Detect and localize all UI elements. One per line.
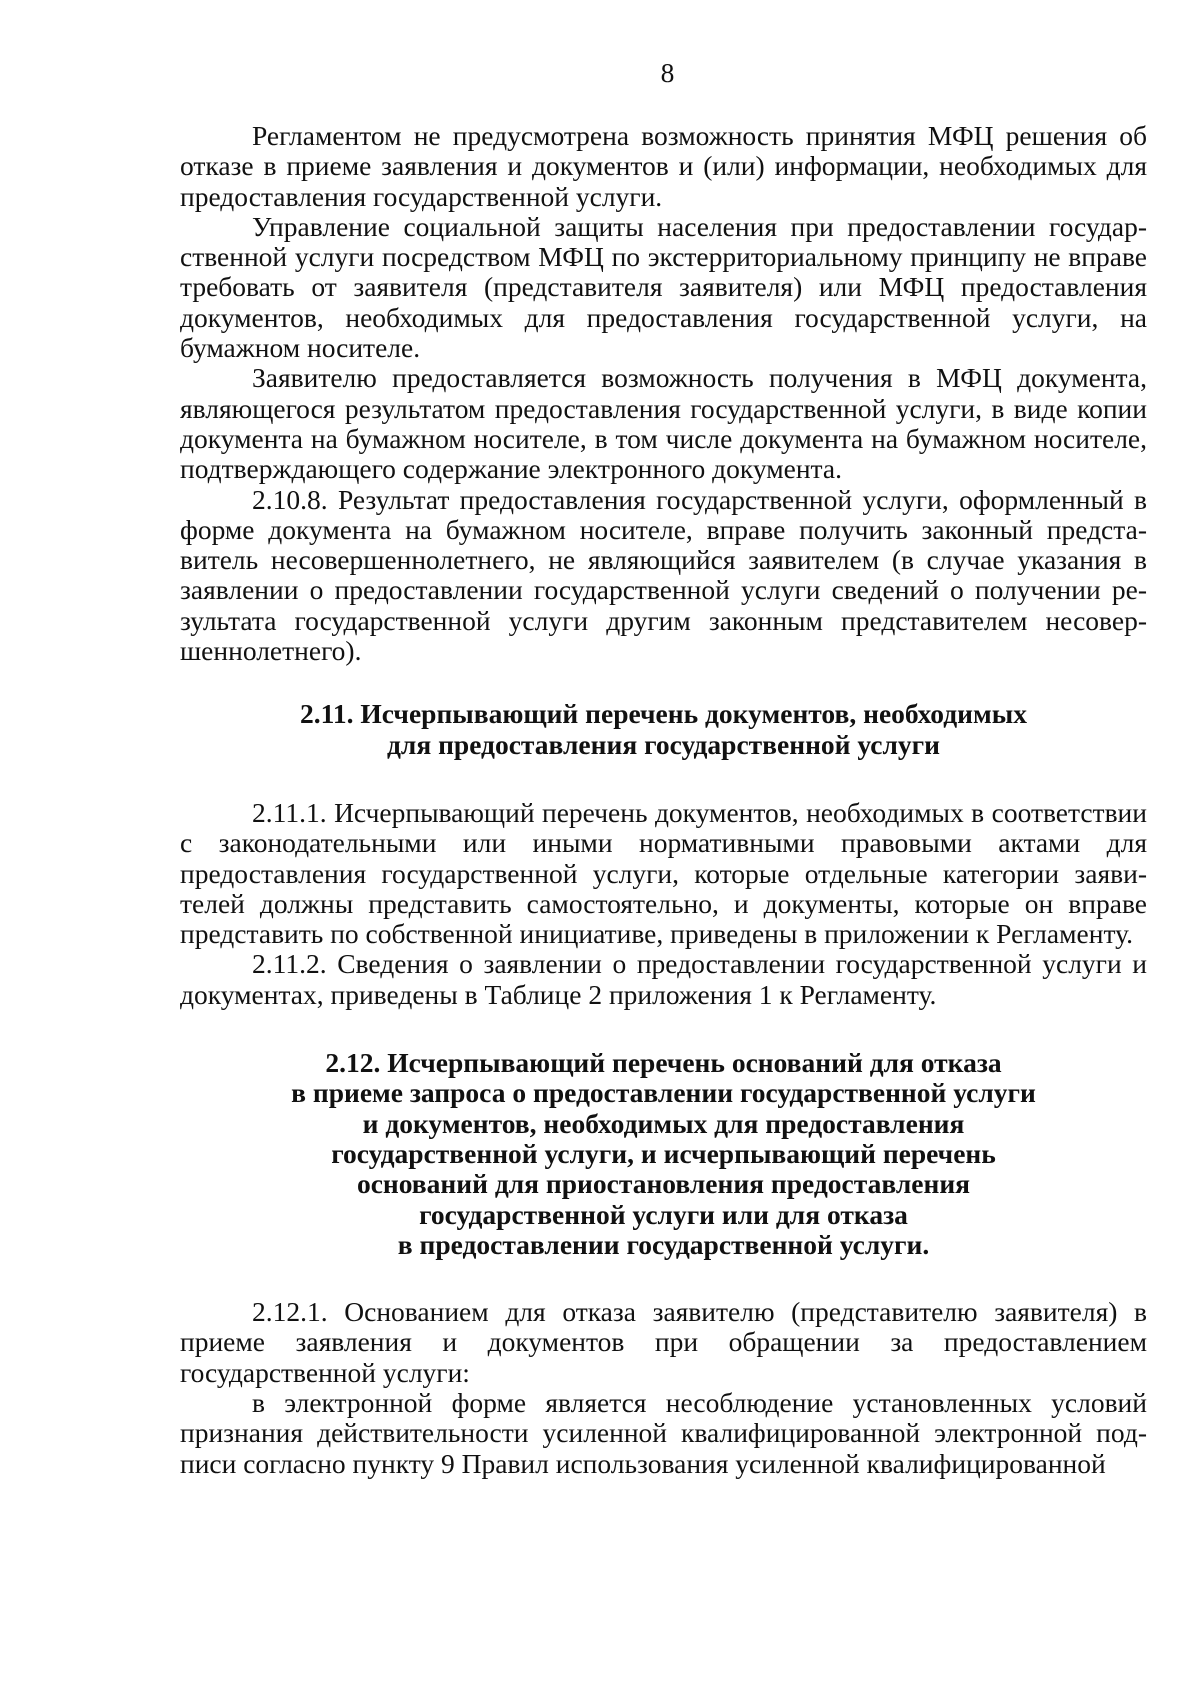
page-number: 8: [660, 57, 675, 88]
paragraph-electronic-form: в электронной форме является несоблюдение установленных условий признания действительности усиленной квалифицированной электронной подписи согласно пункту 9 Правил использования усиленной квалифицированной: [180, 1386, 1147, 1479]
heading-line: и документов, необходимых для предоставления: [362, 1107, 965, 1139]
document-page: [180, 58, 1147, 1479]
paragraph-extraterritorial: Управление социальной защиты населения при предоставлении государственной услуги посредством МФЦ по экстерриториальному принципу не вправе требовать от заявителя (представителя заявителя) или МФЦ предоставления документов, необходимых для предоставления государственной услуги, на бумажном носителе.: [180, 210, 1147, 364]
heading-line: 2.12. Исчерпывающий перечень оснований для отказа: [325, 1047, 1002, 1079]
section-heading-2-11: [180, 699, 1147, 760]
paragraph-paper-copy: Заявителю предоставляется возможность получения в МФЦ документа, являющегося результатом предоставления государственной услуги, в виде копии документа на бумажном носителе, в том числе документа на бумажном носителе, подтверждающего содержание электронного документа.: [180, 362, 1147, 485]
paragraph-2-11-2: 2.11.2. Сведения о заявлении о предоставлении государственной услуги и документах, приведены в Таблице 2 приложения 1 к Регламенту.: [180, 948, 1147, 1010]
heading-line: оснований для приостановления предоставления: [356, 1168, 971, 1200]
heading-line: 2.11. Исчерпывающий перечень документов, необходимых: [300, 698, 1027, 730]
heading-line: для предоставления государственной услуги: [386, 728, 941, 760]
paragraph-2-11-1: 2.11.1. Исчерпывающий перечень документов, необходимых в соответствии с законодательными или иными нормативными правовыми актами для предоставления государственной услуги, которые отдельные категории заявителей должны представить самостоятельно, и документы, которые он вправе представить по собственной инициативе, приведены в приложении к Регламенту.: [180, 796, 1147, 950]
heading-line: в приеме запроса о предоставлении государственной услуги: [291, 1077, 1036, 1109]
heading-line: государственной услуги или для отказа: [419, 1198, 908, 1230]
heading-line: в предоставлении государственной услуги.: [397, 1228, 930, 1260]
paragraph-mfc-no-refusal: Регламентом не предусмотрена возможность принятия МФЦ решения об отказе в приеме заявления и документов и (или) информации, необходимых для предоставления государственной услуги.: [180, 120, 1147, 212]
section-heading-2-12: [180, 1048, 1147, 1260]
paragraph-2-12-1: 2.12.1. Основанием для отказа заявителю (представителю заявителя) в приеме заявления и документов при обращении за предоставлением государственной услуги:: [180, 1296, 1147, 1388]
heading-line: государственной услуги, и исчерпывающий перечень: [331, 1137, 996, 1169]
paragraph-2-10-8: 2.10.8. Результат предоставления государственной услуги, оформленный в форме документа на бумажном носителе, вправе получить законный представитель несовершеннолетнего, не являющийся заявителем (в случае указания в заявлении о предоставлении государственной услуги сведений о получении результата государственной услуги другим законным представителем несовершеннолетнего).: [180, 483, 1147, 667]
